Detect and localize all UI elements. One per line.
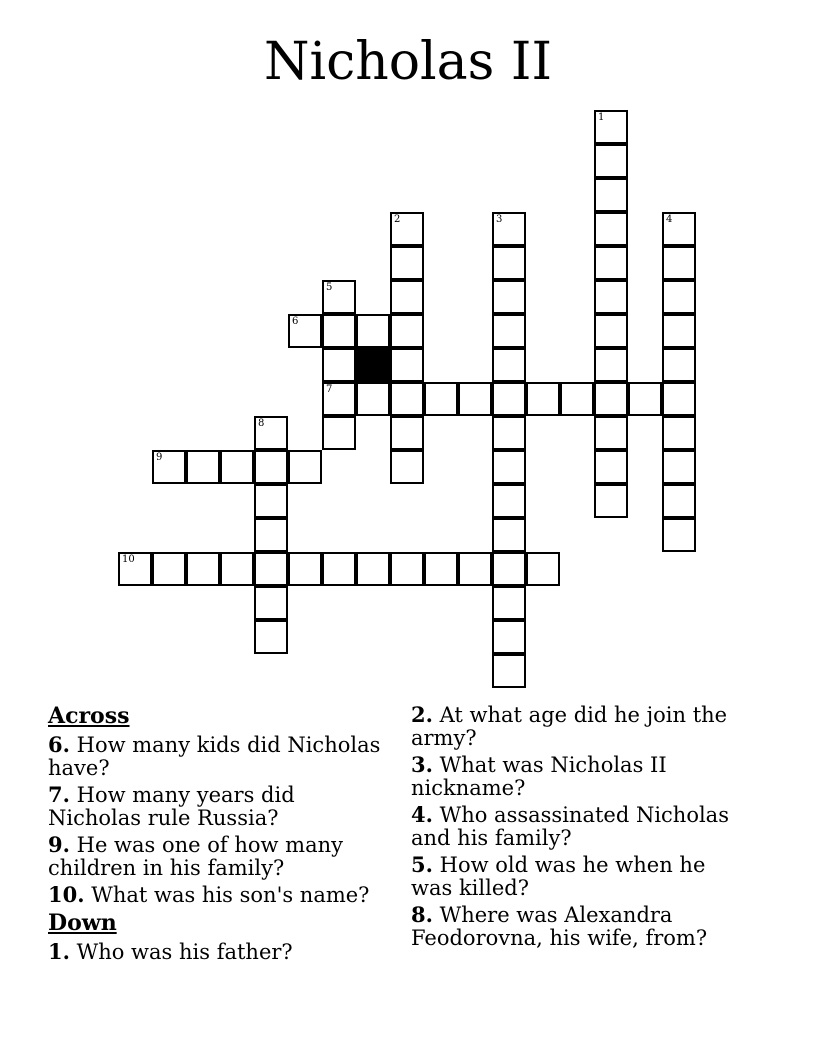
grid-cell[interactable] [390,280,424,314]
across-clue-7 [48,783,393,830]
grid-cell[interactable] [594,212,628,246]
grid-cell[interactable] [492,212,526,246]
grid-cell[interactable] [492,348,526,382]
page-title: Nicholas II [264,32,552,92]
down-clue-3 [411,753,741,800]
grid-cell[interactable] [254,620,288,654]
grid-cell[interactable] [322,416,356,450]
grid-cell[interactable] [356,314,390,348]
down-clue-5 [411,853,741,900]
grid-cell[interactable] [492,620,526,654]
clues-right-column [411,703,741,953]
grid-cell[interactable] [594,178,628,212]
clue-number: 1. [48,939,70,964]
clue-number: 5. [411,852,433,877]
grid-cell[interactable] [288,314,322,348]
clue-number-label: 6 [292,316,299,327]
clue-number-label: 5 [326,282,333,293]
grid-cell[interactable] [458,552,492,586]
grid-cell[interactable] [526,552,560,586]
grid-cell[interactable] [254,518,288,552]
grid-cell[interactable] [254,586,288,620]
grid-cell[interactable] [662,314,696,348]
across-clue-9 [48,833,393,880]
grid-cell[interactable] [424,552,458,586]
grid-cell[interactable] [492,552,526,586]
grid-cell[interactable] [288,552,322,586]
grid-cell[interactable] [254,484,288,518]
grid-cell[interactable] [628,382,662,416]
clue-number: 8. [411,902,433,927]
clue-number-label: 9 [156,452,163,463]
clue-text: At what age did he join the army? [411,703,728,750]
down-clue-4 [411,803,741,850]
grid-cell[interactable] [560,382,594,416]
grid-cell[interactable] [390,314,424,348]
clue-text: Who assassinated Nicholas and his family? [411,803,729,850]
grid-cell[interactable] [186,552,220,586]
down-clue-8 [411,903,741,950]
grid-cell[interactable] [594,280,628,314]
grid-cell[interactable] [288,450,322,484]
grid-cell[interactable] [118,552,152,586]
grid-cell[interactable] [254,416,288,450]
grid-cell[interactable] [390,416,424,450]
clue-number: 7. [48,782,70,807]
grid-cell[interactable] [322,314,356,348]
grid-cell[interactable] [492,586,526,620]
grid-cell[interactable] [594,450,628,484]
grid-cell[interactable] [594,314,628,348]
clue-number: 9. [48,832,70,857]
grid-cell[interactable] [492,654,526,688]
across-clue-10 [48,883,393,907]
grid-cell[interactable] [662,246,696,280]
grid-cell[interactable] [322,382,356,416]
grid-cell[interactable] [594,144,628,178]
grid-cell[interactable] [254,552,288,586]
grid-cell[interactable] [492,518,526,552]
grid-cell[interactable] [220,552,254,586]
clue-number: 2. [411,702,433,727]
grid-cell[interactable] [390,450,424,484]
black-cell [356,348,390,382]
grid-cell[interactable] [152,450,186,484]
grid-cell[interactable] [390,552,424,586]
clue-number-label: 7 [326,384,333,395]
clue-number-label: 8 [258,418,265,429]
grid-cell[interactable] [662,416,696,450]
clue-number: 3. [411,752,433,777]
grid-cell[interactable] [390,348,424,382]
grid-cell[interactable] [492,246,526,280]
grid-cell[interactable] [492,382,526,416]
clue-number: 10. [48,882,85,907]
grid-cell[interactable] [594,416,628,450]
grid-cell[interactable] [390,246,424,280]
clue-text: What was his son's name? [91,883,370,907]
grid-cell[interactable] [492,450,526,484]
grid-cell[interactable] [356,382,390,416]
grid-cell[interactable] [492,416,526,450]
grid-cell[interactable] [594,484,628,518]
clue-text: Where was Alexandra Feodorovna, his wife, from? [411,903,708,950]
clue-number-label: 4 [666,214,673,225]
grid-cell[interactable] [390,212,424,246]
grid-cell[interactable] [594,348,628,382]
grid-cell[interactable] [322,348,356,382]
grid-cell[interactable] [424,382,458,416]
grid-cell[interactable] [186,450,220,484]
grid-cell[interactable] [594,110,628,144]
clue-text: How many years did Nicholas rule Russia? [48,783,295,830]
clue-number-label: 1 [598,112,605,123]
grid-cell[interactable] [662,212,696,246]
grid-cell[interactable] [526,382,560,416]
grid-cell[interactable] [390,382,424,416]
clue-text: He was one of how many children in his family? [48,833,343,880]
grid-cell[interactable] [594,246,628,280]
grid-cell[interactable] [662,348,696,382]
grid-cell[interactable] [220,450,254,484]
across-heading: Across [48,703,130,729]
clue-number: 6. [48,732,70,757]
grid-cell[interactable] [322,552,356,586]
clue-text: Who was his father? [76,940,293,964]
grid-cell[interactable] [492,280,526,314]
grid-cell[interactable] [594,382,628,416]
grid-cell[interactable] [152,552,186,586]
grid-cell[interactable] [356,552,390,586]
down-heading: Down [48,910,117,936]
grid-cell[interactable] [254,450,288,484]
grid-cell[interactable] [492,314,526,348]
grid-cell[interactable] [662,450,696,484]
grid-cell[interactable] [458,382,492,416]
clues-left-column [48,703,393,967]
across-clue-6 [48,733,393,780]
clue-text: How old was he when he was killed? [411,853,706,900]
grid-cell[interactable] [492,484,526,518]
clue-text: How many kids did Nicholas have? [48,733,381,780]
grid-cell[interactable] [322,280,356,314]
down-clue-2 [411,703,741,750]
grid-cell[interactable] [662,280,696,314]
clue-number: 4. [411,802,433,827]
clue-number-label: 2 [394,214,401,225]
grid-cell[interactable] [662,518,696,552]
clue-text: What was Nicholas II nickname? [411,753,667,800]
clue-number-label: 10 [122,554,135,565]
down-clue-1 [48,940,393,964]
clue-number-label: 3 [496,214,503,225]
grid-cell[interactable] [662,382,696,416]
grid-cell[interactable] [662,484,696,518]
